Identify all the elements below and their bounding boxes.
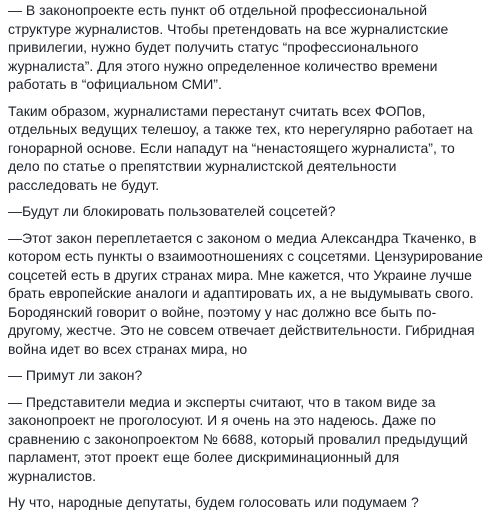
text-line: — В законопроекте есть пункт об отдельной профессиональной	[8, 2, 428, 18]
closing-line	[8, 493, 491, 512]
text-line: — Примут ли закон?	[8, 367, 143, 383]
text-line: сравнению с законопроектом № 6688, который провалил предыдущий	[8, 430, 468, 447]
paragraph-3	[8, 229, 491, 359]
text-line: привилегии, нужно будет получить статус “профессионального	[8, 39, 419, 55]
text-line: Бородянский говорит о войне, поэтому у нас должно все быть по-	[8, 303, 437, 320]
text-line: законопроект не проголосуют. И я очень на это надеюсь. Даже по	[8, 412, 436, 428]
text-line: —Будут ли блокировать пользователей соцсетей?	[8, 203, 336, 219]
text-line: — Представители медиа и эксперты считают, что в таком виде за	[8, 393, 436, 410]
text-line: война идет во всех странах мира, но	[8, 340, 248, 357]
text-line: расследовать не будут.	[8, 176, 160, 193]
paragraph-4	[8, 393, 491, 486]
text-line: котором есть пункты о взаимоотношениях с соцсетями. Цензурирование	[8, 248, 483, 264]
text-line: журналиста”. Для этого нужно определенное количество времени	[8, 57, 438, 74]
text-line: соцсетей есть в других странах мира. Мне кажется, что Украине лучше	[8, 266, 472, 283]
paragraph-1	[8, 1, 491, 94]
text-line: отдельных ведущих телешоу, а также тех, кто нерегулярно работает на	[8, 121, 473, 137]
text-line: журналистов.	[8, 467, 97, 484]
text-line: работать в “официальном СМИ”.	[8, 76, 222, 92]
paragraph-2	[8, 102, 491, 195]
text-line: структуре журналистов. Чтобы претендовать на все журналистские	[8, 20, 449, 37]
text-line: Таким образом, журналистами перестанут считать всех ФОПов,	[8, 102, 426, 119]
question-2	[8, 366, 491, 385]
text-line: дело по статье о препятствии журналистской деятельности	[8, 158, 397, 174]
text-line: —Этот закон переплетается с законом о медиа Александра Ткаченко, в	[8, 229, 477, 246]
text-line: парламент, этот проект еще более дискриминационный для	[8, 449, 400, 465]
text-line: гонорарной основе. Если нападут на “ненастоящего журналиста”, то	[8, 139, 455, 156]
text-line: брать европейские аналоги и адаптировать их, а не выдумывать свого.	[8, 285, 474, 301]
text-line: Ну что, народные депутаты, будем голосовать или подумаем ?	[8, 494, 419, 510]
text-line: другому, жестче. Это не совсем отвечает действительности. Гибридная	[8, 322, 475, 338]
question-1	[8, 202, 491, 221]
